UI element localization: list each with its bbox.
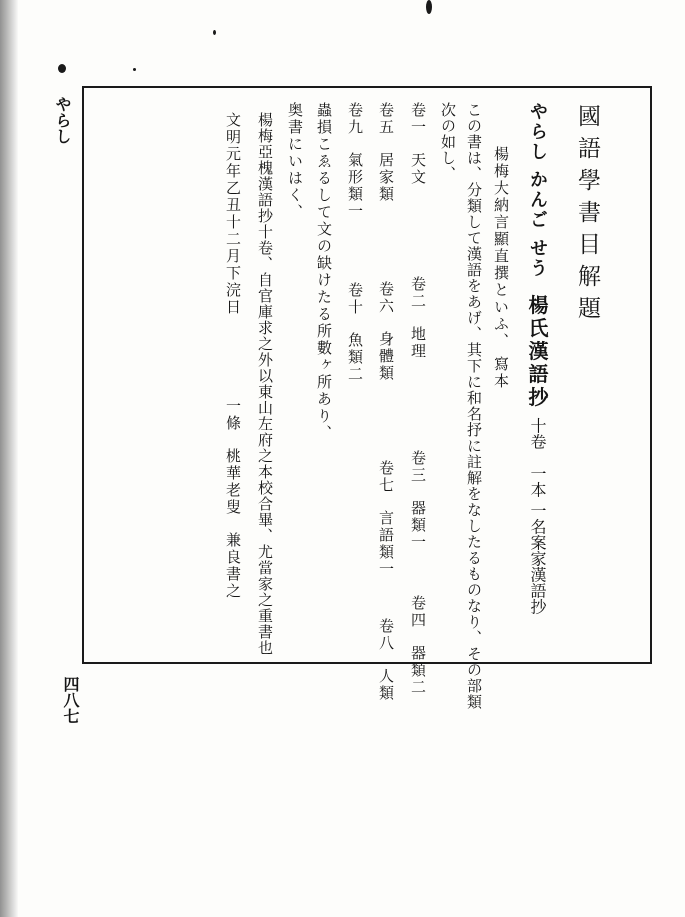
author-line: 楊梅大納言顯直撰といふ、 bbox=[492, 146, 510, 350]
section-col-2 bbox=[378, 102, 393, 702]
page-edge-shadow bbox=[0, 0, 18, 917]
colophon-intro: 奥書にいはく、 bbox=[286, 102, 304, 221]
entry-alt-name: 一本 一名案家漢語抄 bbox=[528, 465, 547, 615]
running-head: やらし bbox=[53, 96, 72, 144]
ink-speck bbox=[213, 30, 216, 35]
section-col-3 bbox=[347, 102, 362, 383]
entry-headword-column bbox=[527, 102, 547, 615]
section-1: 卷一天文 bbox=[409, 102, 427, 186]
description-line-1: この書は、分類して漢語をあげ、其下に和名抒に註解をなしたるものなり、その部類 bbox=[465, 102, 483, 710]
colophon-signature-b: 桃華老叟 bbox=[224, 448, 242, 516]
entry-headword: やらし かんご せう bbox=[527, 102, 548, 279]
manuscript-format: 寫本 bbox=[492, 356, 510, 390]
ink-speck bbox=[58, 64, 66, 73]
colophon-signature-a: 一條 bbox=[224, 398, 242, 432]
section-col-1 bbox=[410, 102, 425, 696]
section-10: 卷十魚類二 bbox=[346, 282, 364, 383]
entry-volumes: 十卷 bbox=[528, 417, 547, 450]
page-number: 四八七 bbox=[61, 676, 80, 724]
colophon-line-1: 楊梅亞槐漢語抄十卷、自官庫求之外以東山左府之本校合畢、尤當家之重書也 bbox=[256, 112, 274, 656]
colophon-line-2 bbox=[225, 112, 240, 600]
section-6: 卷六身體類 bbox=[377, 281, 395, 382]
book-title: 國語學書目解題 bbox=[574, 104, 600, 328]
section-2: 卷二地理 bbox=[409, 276, 427, 360]
description-line-2: 次の如し、 bbox=[439, 102, 457, 182]
section-3: 卷三器類一 bbox=[409, 450, 427, 551]
section-9: 卷九氣形類一 bbox=[346, 102, 364, 220]
colophon-date: 文明元年乙丑十二月下浣日 bbox=[224, 112, 242, 316]
section-7: 卷七言語類一 bbox=[377, 460, 395, 578]
colophon-signature-c: 兼良書之 bbox=[224, 532, 242, 600]
entry-title-kanji: 楊氏漢語抄 bbox=[525, 294, 549, 410]
section-5: 卷五居家類 bbox=[377, 102, 395, 203]
damage-note: 蟲損こゑるして文の缺けたる所數ヶ所あり、 bbox=[315, 102, 333, 442]
section-4: 卷四器類二 bbox=[409, 595, 427, 696]
author-line-column bbox=[493, 146, 508, 390]
ink-speck bbox=[133, 68, 136, 71]
text-frame bbox=[82, 86, 652, 664]
ink-speck bbox=[426, 0, 432, 14]
section-8: 卷八人類 bbox=[377, 618, 395, 702]
